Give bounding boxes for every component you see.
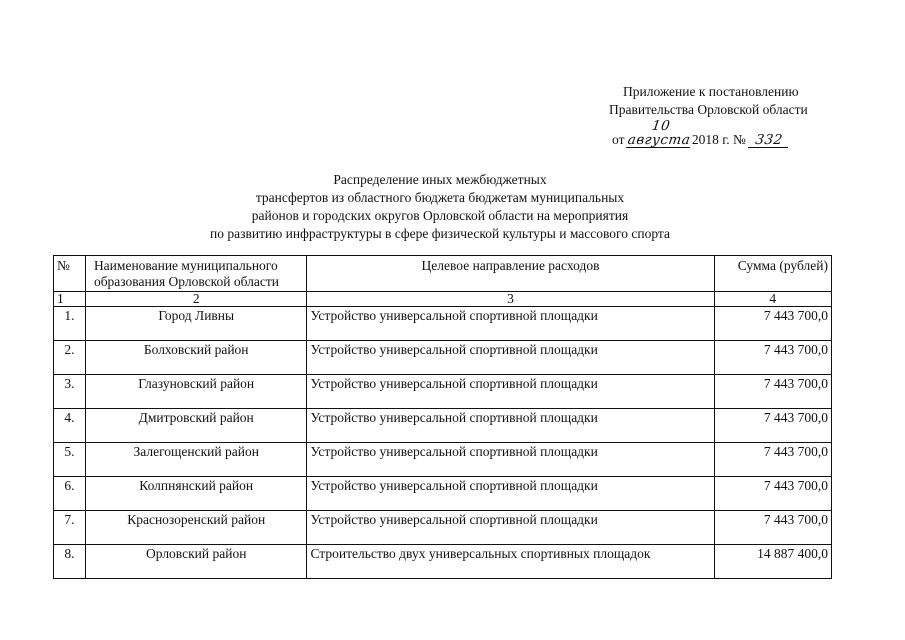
col-number: 3 xyxy=(307,292,714,307)
row-sum: 7 443 700,0 xyxy=(714,375,831,409)
header-purpose: Целевое направление расходов xyxy=(307,256,714,292)
row-municipality: Залегощенский район xyxy=(85,443,307,477)
document-title xyxy=(160,171,720,243)
row-purpose: Устройство универсальной спортивной площадки xyxy=(307,341,714,375)
row-purpose: Устройство универсальной спортивной площадки xyxy=(307,511,714,545)
row-number: 8. xyxy=(54,545,86,579)
row-number: 5. xyxy=(54,443,86,477)
column-numbers-row xyxy=(54,292,832,307)
table-row xyxy=(54,307,832,341)
title-line: трансфертов из областного бюджета бюджетам муниципальных xyxy=(255,190,625,205)
col-number: 1 xyxy=(54,292,86,307)
header-sum: Сумма (рублей) xyxy=(714,256,831,292)
table-row xyxy=(54,409,832,443)
approval-date-line xyxy=(560,119,900,149)
row-number: 3. xyxy=(54,375,86,409)
row-purpose: Устройство универсальной спортивной площадки xyxy=(307,477,714,511)
row-purpose: Строительство двух универсальных спортивных площадок xyxy=(307,545,714,579)
row-sum: 7 443 700,0 xyxy=(714,477,831,511)
row-municipality: Колпнянский район xyxy=(85,477,307,511)
row-number: 1. xyxy=(54,307,86,341)
row-purpose: Устройство универсальной спортивной площадки xyxy=(307,375,714,409)
row-municipality: Болховский район xyxy=(85,341,307,375)
table-row xyxy=(54,341,832,375)
table-row xyxy=(54,545,832,579)
row-purpose: Устройство универсальной спортивной площадки xyxy=(307,443,714,477)
col-number: 4 xyxy=(714,292,831,307)
title-line: по развитию инфраструктуры в сфере физической культуры и массового спорта xyxy=(210,226,670,241)
approval-line-1: Приложение к постановлению xyxy=(623,84,799,99)
from-prefix: от xyxy=(612,132,625,147)
row-sum: 7 443 700,0 xyxy=(714,409,831,443)
row-municipality: Дмитровский район xyxy=(85,409,307,443)
title-line: районов и городских округов Орловской области на мероприятия xyxy=(251,208,629,223)
title-line: Распределение иных межбюджетных xyxy=(333,172,547,187)
handwritten-date: 10 августа xyxy=(626,119,694,148)
row-number: 4. xyxy=(54,409,86,443)
row-municipality: Орловский район xyxy=(85,545,307,579)
table-row xyxy=(54,511,832,545)
col-number: 2 xyxy=(85,292,307,307)
table-header-row xyxy=(54,256,832,292)
row-municipality: Город Ливны xyxy=(85,307,307,341)
row-municipality: Глазуновский район xyxy=(85,375,307,409)
table-row xyxy=(54,375,832,409)
year-text: 2018 г. № xyxy=(691,132,746,147)
handwritten-number: 332 xyxy=(748,133,790,148)
table-row xyxy=(54,443,832,477)
header-name: Наименование муниципального образования Орловской области xyxy=(85,256,307,292)
row-number: 2. xyxy=(54,341,86,375)
row-sum: 7 443 700,0 xyxy=(714,307,831,341)
approval-header xyxy=(560,83,900,149)
row-sum: 7 443 700,0 xyxy=(714,443,831,477)
row-sum: 7 443 700,0 xyxy=(714,511,831,545)
distribution-table xyxy=(53,255,832,579)
approval-line-2: Правительства Орловской области xyxy=(609,102,808,117)
row-purpose: Устройство универсальной спортивной площадки xyxy=(307,307,714,341)
row-number: 7. xyxy=(54,511,86,545)
row-purpose: Устройство универсальной спортивной площадки xyxy=(307,409,714,443)
table-row xyxy=(54,477,832,511)
row-sum: 7 443 700,0 xyxy=(714,341,831,375)
row-sum: 14 887 400,0 xyxy=(714,545,831,579)
row-municipality: Краснозоренский район xyxy=(85,511,307,545)
header-num: № xyxy=(54,256,86,292)
row-number: 6. xyxy=(54,477,86,511)
